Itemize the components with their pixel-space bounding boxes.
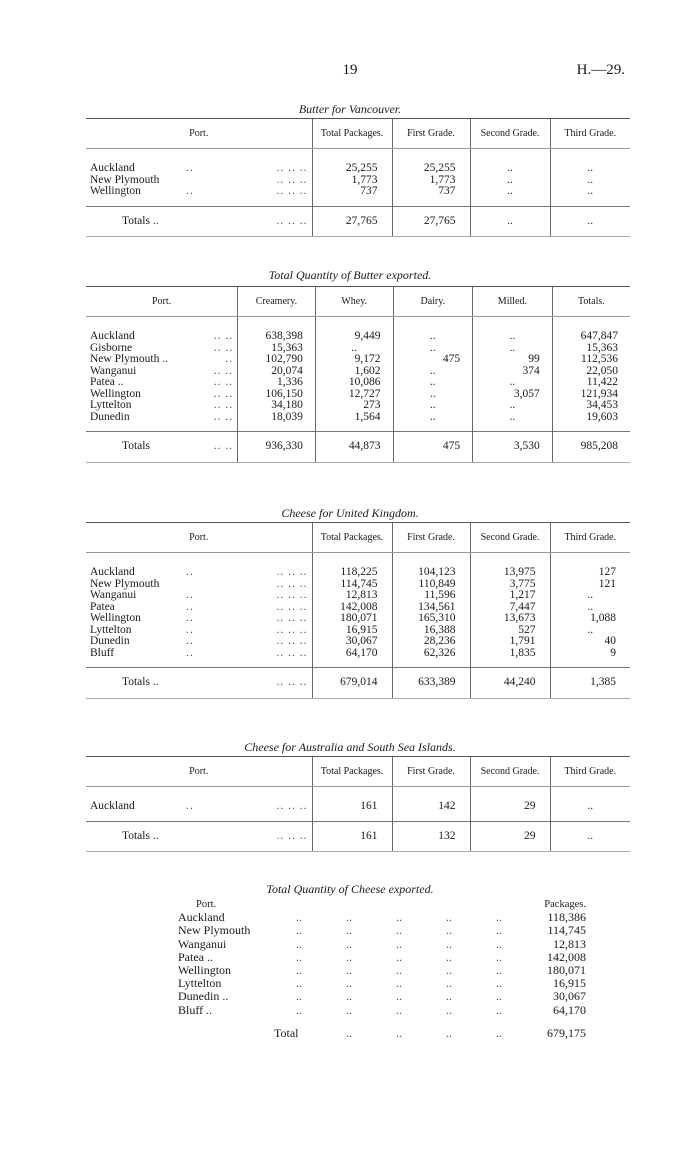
port-name: Lyttelton [178, 976, 222, 991]
leader-dots: .. .. .. [276, 600, 308, 613]
summary-header-row [178, 898, 586, 911]
totals-value: 15,363 [552, 343, 630, 355]
leader-dots: .. [186, 162, 194, 174]
col-header-totals: Totals. [552, 287, 630, 317]
total-total-value: 161 [312, 821, 392, 852]
port-name: Dunedin [90, 635, 130, 647]
leader-dots: .. [186, 635, 194, 647]
leader-dots: .. [446, 910, 452, 925]
port-name: Auckland [90, 800, 135, 812]
packages-value: 30,067 [553, 989, 586, 1004]
leader-dots: .. [296, 976, 302, 991]
leader-dots: .. [346, 963, 352, 978]
leader-dots: .. [396, 963, 402, 978]
leader-dots: .. .. [213, 341, 234, 354]
total-value: 16,915 [312, 625, 392, 637]
col-header-total: Total Packages. [312, 523, 392, 553]
total-third-value: .. [550, 206, 630, 237]
third-value: 40 [550, 636, 630, 648]
port-name: Wellington [90, 185, 141, 197]
packages-value: 114,745 [547, 923, 586, 938]
packages-value: 16,915 [553, 976, 586, 991]
list-item [178, 951, 586, 964]
totals-value: 22,050 [552, 366, 630, 378]
total-creamery-value: 936,330 [238, 432, 316, 463]
leader-dots: .. [396, 1002, 402, 1017]
totals-label: Totals .. [86, 821, 212, 852]
packages-value: 118,386 [547, 910, 586, 925]
port-name: Lyttelton [90, 399, 132, 411]
leader-dots: .. [296, 963, 302, 978]
totals-row [86, 432, 630, 463]
leader-dots: .. .. .. [276, 589, 308, 601]
whey-value: 273 [315, 400, 393, 412]
leader-dots: .. [446, 989, 452, 1004]
total-label: Total [274, 1025, 299, 1040]
leader-dots: .. .. .. [212, 821, 312, 852]
first-value: 737 [392, 186, 470, 206]
whey-value: 10,086 [315, 377, 393, 389]
leader-dots: .. [446, 923, 452, 938]
total-value: 114,745 [312, 579, 392, 591]
leader-dots: .. [396, 989, 402, 1004]
leader-dots: .. [496, 963, 502, 978]
packages-value: 12,813 [553, 936, 586, 951]
third-value: .. [550, 590, 630, 602]
leader-dots: .. .. .. [276, 185, 308, 197]
list-item [178, 990, 586, 1003]
second-value: .. [470, 186, 550, 206]
milled-value: 374 [473, 366, 553, 378]
leader-dots: .. [496, 936, 502, 951]
total-value: 161 [312, 787, 392, 822]
milled-value: .. [473, 343, 553, 355]
col-header-first: First Grade. [392, 119, 470, 149]
totals-row [86, 668, 630, 699]
totals-value: 647,847 [552, 317, 630, 343]
cheese-uk-title: Cheese for United Kingdom. [281, 506, 419, 520]
leader-dots: .. [225, 353, 234, 365]
table-row [86, 400, 630, 412]
leader-dots: .. [446, 1002, 452, 1017]
leader-dots: .. [296, 949, 302, 964]
leader-dots: .. [496, 1002, 502, 1017]
dairy-value: .. [393, 400, 473, 412]
leader-dots: .. [296, 923, 302, 938]
second-value: 3,775 [470, 579, 550, 591]
first-value: 110,849 [392, 579, 470, 591]
leader-dots: .. [296, 910, 302, 925]
second-value: 7,447 [470, 602, 550, 614]
port-name: Wellington [178, 963, 232, 978]
leader-dots: .. .. .. [212, 668, 312, 699]
summary-total-row [178, 1017, 586, 1040]
leader-dots: .. [396, 976, 402, 991]
leader-dots: .. .. .. [212, 206, 312, 237]
second-value: 1,791 [470, 636, 550, 648]
total-dairy-value: 475 [393, 432, 473, 463]
total-whey-value: 44,873 [315, 432, 393, 463]
total-first-value: 633,389 [392, 668, 470, 699]
milled-value: .. [473, 412, 553, 432]
third-value: 121 [550, 579, 630, 591]
leader-dots: .. [346, 989, 352, 1004]
totals-value: 112,536 [552, 354, 630, 366]
leader-dots: .. [296, 1002, 302, 1017]
col-header-total: Total Packages. [312, 119, 392, 149]
table-row [86, 186, 630, 206]
total-first-value: 27,765 [392, 206, 470, 237]
col-header-port: Port. [86, 523, 312, 553]
leader-dots: .. [186, 623, 194, 636]
totals-label: Totals .. [86, 206, 212, 237]
leader-dots: .. [186, 566, 194, 578]
creamery-value: 15,363 [238, 343, 316, 355]
leader-dots: .. [186, 589, 194, 601]
header-row [86, 287, 630, 317]
leader-dots: .. [446, 949, 452, 964]
port-name: Patea [90, 600, 115, 613]
creamery-value: 1,336 [238, 377, 316, 389]
table-row [86, 590, 630, 602]
leader-dots: .. [346, 1025, 352, 1040]
leader-dots: .. [446, 976, 452, 991]
port-name: New Plymouth [90, 173, 160, 186]
first-value: 165,310 [392, 613, 470, 625]
port-name: Auckland [90, 566, 135, 578]
totals-label: Totals .. [86, 668, 212, 699]
milled-value: .. [473, 377, 553, 389]
port-name: Wellington [90, 612, 141, 624]
port-name: New Plymouth .. [90, 353, 168, 365]
page-number: 19 [342, 62, 358, 78]
totals-label: Totals [86, 432, 172, 463]
col-header-total: Total Packages. [312, 757, 392, 787]
leader-dots: .. .. [172, 432, 238, 463]
list-item [178, 964, 586, 977]
total-first-value: 132 [392, 821, 470, 852]
butter-total-table [86, 286, 630, 463]
second-value: 29 [470, 787, 550, 822]
first-value: 11,596 [392, 590, 470, 602]
whey-value: 1,564 [315, 412, 393, 432]
total-total-value: 27,765 [312, 206, 392, 237]
whey-value: 9,449 [315, 317, 393, 343]
port-name: Patea .. [90, 376, 124, 388]
second-value: 1,217 [470, 590, 550, 602]
totals-value: 11,422 [552, 377, 630, 389]
leader-dots: .. [346, 910, 352, 925]
leader-dots: .. .. .. [276, 566, 308, 578]
port-name: Wanganui [90, 589, 137, 601]
port-name: Bluff [90, 646, 115, 659]
whey-value: 1,602 [315, 366, 393, 378]
leader-dots: .. .. .. [276, 577, 308, 590]
table-row [86, 377, 630, 389]
leader-dots: .. [186, 600, 194, 613]
total-third-value: 1,385 [550, 668, 630, 699]
creamery-value: 638,398 [238, 317, 316, 343]
first-value: 142 [392, 787, 470, 822]
table-row [86, 613, 630, 625]
leader-dots: .. .. [213, 410, 234, 423]
table-row [86, 354, 630, 366]
leader-dots: .. [396, 949, 402, 964]
first-value: 25,255 [392, 149, 470, 175]
total-total-value: 679,014 [312, 668, 392, 699]
list-item [178, 924, 586, 937]
total-value: 737 [312, 186, 392, 206]
total-second-value: .. [470, 206, 550, 237]
total-totals-value: 985,208 [552, 432, 630, 463]
col-header-port: Port. [86, 757, 312, 787]
total-second-value: 44,240 [470, 668, 550, 699]
totals-row [86, 821, 630, 852]
col-header-second: Second Grade. [470, 523, 550, 553]
col-header-whey: Whey. [315, 287, 393, 317]
leader-dots: .. .. [213, 330, 234, 342]
third-value: .. [550, 149, 630, 175]
header-row [86, 119, 630, 149]
first-value: 28,236 [392, 636, 470, 648]
port-name: Auckland [178, 910, 225, 925]
packages-value: 64,170 [553, 1002, 586, 1017]
milled-value: .. [473, 317, 553, 343]
second-value: 13,975 [470, 553, 550, 579]
col-header-dairy: Dairy. [393, 287, 473, 317]
list-item [178, 1004, 586, 1017]
leader-dots: .. [186, 800, 194, 812]
second-value: 1,835 [470, 648, 550, 668]
cheese-uk-table [86, 522, 630, 699]
total-value: 118,225 [312, 553, 392, 579]
totals-value: 34,453 [552, 400, 630, 412]
table-row [86, 787, 630, 822]
leader-dots: .. [396, 936, 402, 951]
leader-dots: .. [346, 923, 352, 938]
total-value: 180,071 [312, 613, 392, 625]
total-value: 142,008 [312, 602, 392, 614]
first-value: 62,326 [392, 648, 470, 668]
leader-dots: .. .. .. [276, 800, 308, 812]
leader-dots: .. [496, 910, 502, 925]
total-value: 12,813 [312, 590, 392, 602]
leader-dots: .. .. .. [276, 635, 308, 647]
leader-dots: .. .. .. [276, 612, 308, 624]
dairy-value: .. [393, 317, 473, 343]
col-header-second: Second Grade. [470, 119, 550, 149]
first-value: 134,561 [392, 602, 470, 614]
leader-dots: .. .. .. [276, 646, 308, 659]
leader-dots: .. [446, 1025, 452, 1040]
table-row [86, 648, 630, 668]
col-header-third: Third Grade. [550, 119, 630, 149]
cheese-aus-table [86, 756, 630, 852]
leader-dots: .. .. .. [276, 173, 308, 186]
leader-dots: .. .. [213, 399, 234, 411]
dairy-value: .. [393, 389, 473, 401]
creamery-value: 106,150 [238, 389, 316, 401]
col-header-port: Port. [196, 899, 217, 910]
dairy-value: 475 [393, 354, 473, 366]
header-row [86, 523, 630, 553]
cheese-total-table [178, 898, 586, 1040]
whey-value: 12,727 [315, 389, 393, 401]
leader-dots: .. [396, 923, 402, 938]
creamery-value: 34,180 [238, 400, 316, 412]
total-third-value: .. [550, 821, 630, 852]
leader-dots: .. [496, 1025, 502, 1040]
third-value: .. [550, 175, 630, 187]
table-row [86, 636, 630, 648]
leader-dots: .. .. [213, 387, 234, 400]
totals-row [86, 206, 630, 237]
totals-value: 121,934 [552, 389, 630, 401]
col-header-first: First Grade. [392, 757, 470, 787]
leader-dots: .. [296, 989, 302, 1004]
col-header-first: First Grade. [392, 523, 470, 553]
leader-dots: .. [186, 612, 194, 624]
leader-dots: .. [446, 936, 452, 951]
col-header-third: Third Grade. [550, 523, 630, 553]
second-value: .. [470, 175, 550, 187]
dairy-value: .. [393, 343, 473, 355]
total-milled-value: 3,530 [473, 432, 553, 463]
col-header-second: Second Grade. [470, 757, 550, 787]
page-reference: H.—29. [576, 62, 625, 78]
third-value: .. [550, 787, 630, 822]
cheese-aus-title: Cheese for Australia and South Sea Islands. [244, 740, 456, 754]
port-name: Dunedin [90, 410, 130, 423]
total-packages-value: 679,175 [547, 1025, 586, 1040]
leader-dots: .. [496, 949, 502, 964]
butter-vancouver-title: Butter for Vancouver. [298, 102, 402, 116]
third-value: .. [550, 602, 630, 614]
whey-value: .. [315, 343, 393, 355]
port-name: Auckland [90, 330, 135, 342]
creamery-value: 102,790 [238, 354, 316, 366]
creamery-value: 18,039 [238, 412, 316, 432]
port-name: Gisborne [90, 341, 133, 354]
packages-value: 180,071 [547, 963, 586, 978]
spacer-cell [178, 1017, 274, 1040]
second-value: .. [470, 149, 550, 175]
port-name: Wanganui [90, 364, 137, 377]
total-value: 1,773 [312, 175, 392, 187]
port-name: New Plymouth [178, 923, 251, 938]
total-value: 25,255 [312, 149, 392, 175]
third-value: 9 [550, 648, 630, 668]
total-value: 30,067 [312, 636, 392, 648]
leader-dots: .. [186, 646, 194, 659]
packages-value: 142,008 [547, 949, 586, 964]
totals-value: 19,603 [552, 412, 630, 432]
port-name: Dunedin .. [178, 989, 229, 1004]
milled-value: 3,057 [473, 389, 553, 401]
port-name: Auckland [90, 162, 135, 174]
leader-dots: .. .. .. [276, 623, 308, 636]
first-value: 16,388 [392, 625, 470, 637]
leader-dots: .. .. [213, 376, 234, 388]
col-header-port: Port. [86, 119, 312, 149]
third-value: .. [550, 625, 630, 637]
dairy-value: .. [393, 377, 473, 389]
butter-vancouver-table [86, 118, 630, 237]
leader-dots: .. [346, 1002, 352, 1017]
second-value: 527 [470, 625, 550, 637]
leader-dots: .. .. .. [276, 162, 308, 174]
table-row [86, 149, 630, 175]
first-value: 104,123 [392, 553, 470, 579]
leader-dots: .. [346, 949, 352, 964]
leader-dots: .. [496, 989, 502, 1004]
port-name: Wanganui [178, 936, 227, 951]
leader-dots: .. [496, 923, 502, 938]
table-row [86, 553, 630, 579]
port-name: Wellington [90, 387, 141, 400]
total-second-value: 29 [470, 821, 550, 852]
leader-dots: .. [396, 1025, 402, 1040]
table-row [86, 389, 630, 401]
cheese-total-title: Total Quantity of Cheese exported. [266, 882, 434, 896]
col-header-third: Third Grade. [550, 757, 630, 787]
third-value: 1,088 [550, 613, 630, 625]
leader-dots: .. [346, 976, 352, 991]
port-name: New Plymouth [90, 577, 160, 590]
port-name: Bluff .. [178, 1002, 213, 1017]
third-value: 127 [550, 553, 630, 579]
leader-dots: .. [346, 936, 352, 951]
leader-dots: .. [496, 976, 502, 991]
whey-value: 9,172 [315, 354, 393, 366]
dairy-value: .. [393, 366, 473, 378]
leader-dots: .. [186, 185, 194, 197]
col-header-milled: Milled. [473, 287, 553, 317]
leader-dots: .. .. [213, 364, 234, 377]
col-header-packages: Packages. [544, 899, 586, 910]
butter-total-title: Total Quantity of Butter exported. [268, 268, 432, 282]
total-value: 64,170 [312, 648, 392, 668]
leader-dots: .. [296, 936, 302, 951]
header-row [86, 757, 630, 787]
dairy-value: .. [393, 412, 473, 432]
milled-value: 99 [473, 354, 553, 366]
third-value: .. [550, 186, 630, 206]
port-name: Lyttelton [90, 623, 132, 636]
creamery-value: 20,074 [238, 366, 316, 378]
table-row [86, 175, 630, 187]
list-item [178, 938, 586, 951]
col-header-port: Port. [86, 287, 238, 317]
first-value: 1,773 [392, 175, 470, 187]
port-name: Patea .. [178, 949, 213, 964]
list-item [178, 977, 586, 990]
table-row [86, 412, 630, 432]
col-header-creamery: Creamery. [238, 287, 316, 317]
leader-dots: .. [396, 910, 402, 925]
leader-dots: .. [446, 963, 452, 978]
milled-value: .. [473, 400, 553, 412]
second-value: 13,673 [470, 613, 550, 625]
table-row [86, 317, 630, 343]
